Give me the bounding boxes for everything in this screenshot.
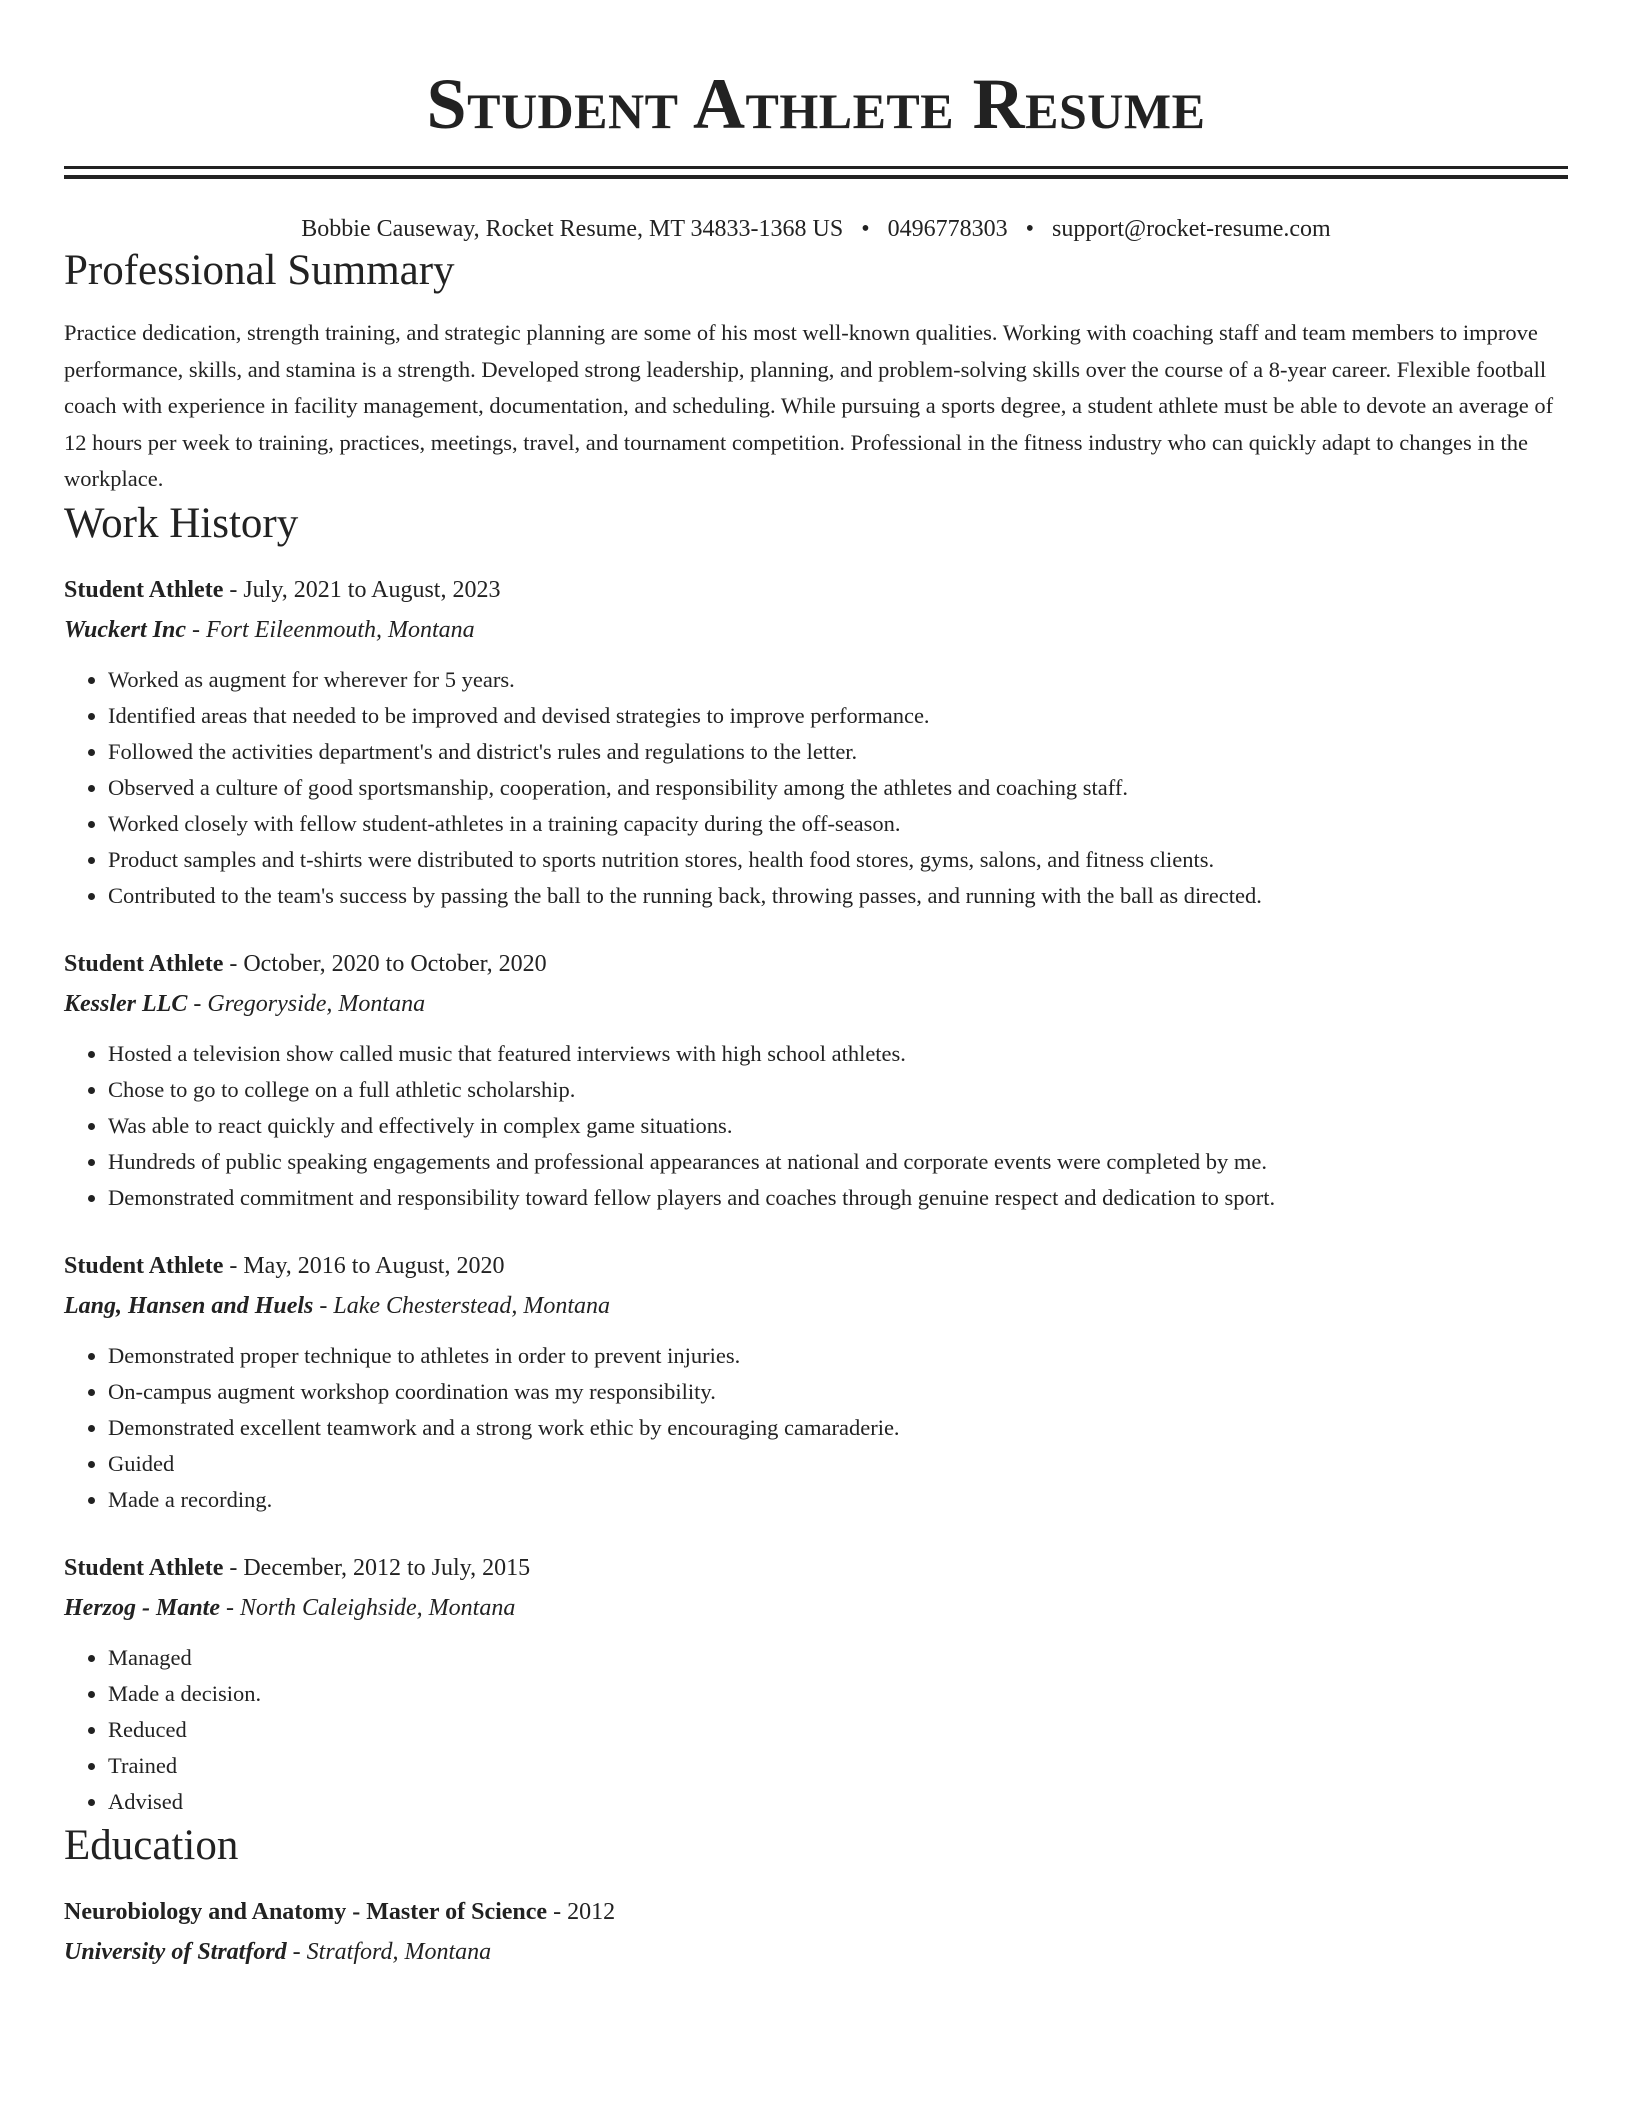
job-location: Fort Eileenmouth, Montana: [206, 616, 475, 643]
title-divider-bottom: [64, 175, 1568, 179]
education-heading: Education: [64, 1821, 239, 1869]
list-item: • On-campus augment workshop coordination was my responsibility.: [108, 1374, 1568, 1410]
job-employer-line: [64, 984, 1568, 1024]
job-dates: May, 2016 to August, 2020: [243, 1252, 505, 1279]
list-item: • Demonstrated proper technique to athletes in order to prevent injuries.: [108, 1338, 1568, 1374]
list-item: • Advised: [108, 1784, 1568, 1820]
list-item: • Reduced: [108, 1712, 1568, 1748]
list-item: • Chose to go to college on a full athletic scholarship.: [108, 1072, 1568, 1108]
contact-line: [64, 213, 1568, 245]
job-dash: -: [192, 616, 207, 643]
work-history-heading: Work History: [64, 499, 299, 547]
job-dates: December, 2012 to July, 2015: [243, 1554, 531, 1581]
job-dash: -: [229, 1554, 244, 1581]
list-item: • Made a decision.: [108, 1676, 1568, 1712]
job-title-line: [64, 1246, 1568, 1286]
list-item: • Worked as augment for wherever for 5 years.: [108, 662, 1568, 698]
education-degree: Neurobiology and Anatomy - Master of Science: [64, 1898, 548, 1925]
list-item: • Demonstrated excellent teamwork and a strong work ethic by encouraging camaraderie.: [108, 1410, 1568, 1446]
list-item: • Was able to react quickly and effectively in complex game situations.: [108, 1108, 1568, 1144]
education-entry: [64, 1892, 1568, 1972]
list-item: • Contributed to the team's success by passing the ball to the running back, throwing passes, and running with the ball as directed.: [108, 878, 1568, 914]
job-role: Student Athlete: [64, 576, 224, 603]
list-item: • Identified areas that needed to be improved and devised strategies to improve performance.: [108, 698, 1568, 734]
job-employer-line: [64, 610, 1568, 650]
education-dash: -: [292, 1938, 307, 1965]
list-item: • Guided: [108, 1446, 1568, 1482]
job-entry: [64, 1246, 1568, 1518]
job-dates: July, 2021 to August, 2023: [243, 576, 501, 603]
job-bullets: [64, 1036, 1568, 1216]
list-item: • Demonstrated commitment and responsibility toward fellow players and coaches through genuine respect and dedication to sport.: [108, 1180, 1568, 1216]
list-item: • Followed the activities department's and district's rules and regulations to the letter.: [108, 734, 1568, 770]
list-item: • Hosted a television show called music that featured interviews with high school athletes.: [108, 1036, 1568, 1072]
job-title-line: [64, 570, 1568, 610]
job-employer: Kessler LLC: [64, 990, 188, 1017]
job-role: Student Athlete: [64, 1252, 224, 1279]
list-item: • Managed: [108, 1640, 1568, 1676]
education-location: Stratford, Montana: [306, 1938, 492, 1965]
job-role: Student Athlete: [64, 950, 224, 977]
job-entry: [64, 570, 1568, 914]
contact-address: Bobbie Causeway, Rocket Resume, MT 34833-1368 US: [301, 216, 844, 242]
contact-email: support@rocket-resume.com: [1052, 216, 1331, 242]
job-dash: -: [229, 576, 244, 603]
list-item: • Product samples and t-shirts were distributed to sports nutrition stores, health food stores, gyms, salons, and fitness clients.: [108, 842, 1568, 878]
job-dash: -: [226, 1594, 240, 1621]
job-entry: [64, 1548, 1568, 1820]
job-role: Student Athlete: [64, 1554, 224, 1581]
job-entry: [64, 944, 1568, 1216]
contact-separator: •: [1025, 216, 1035, 242]
list-item: • Hundreds of public speaking engagements and professional appearances at national and corporate events were completed by me.: [108, 1144, 1568, 1180]
contact-separator: •: [861, 216, 870, 242]
resume-page: [64, 0, 1568, 1972]
education-year: 2012: [567, 1898, 616, 1925]
job-employer: Herzog - Mante: [64, 1594, 220, 1621]
job-location: North Caleighside, Montana: [240, 1594, 516, 1621]
job-dates: October, 2020 to October, 2020: [243, 950, 547, 977]
education-school-line: [64, 1932, 1568, 1972]
job-location: Gregoryside, Montana: [207, 990, 426, 1017]
list-item: • Trained: [108, 1748, 1568, 1784]
job-dash: -: [229, 950, 244, 977]
education-school: University of Stratford: [64, 1938, 287, 1965]
title-divider-top: [64, 166, 1568, 169]
job-employer-line: [64, 1286, 1568, 1326]
list-item: • Worked closely with fellow student-athletes in a training capacity during the off-season.: [108, 806, 1568, 842]
job-dash: -: [229, 1252, 244, 1279]
job-employer-line: [64, 1588, 1568, 1628]
summary-text: Practice dedication, strength training, and strategic planning are some of his most well-known qualities. Working with coaching staff and team members to improve performance, skills, and stamina is a strength. Developed strong leadership, planning, and problem-solving skills over the course of a 8-year career. Flexible football coach with experience in facility management, documentation, and scheduling. While pursuing a sports degree, a student athlete must be able to devote an average of 12 hours per week to training, practices, meetings, travel, and tournament competition. Professional in the fitness industry who can quickly adapt to changes in the workplace.: [64, 320, 1554, 491]
list-item: • Made a recording.: [108, 1482, 1568, 1518]
job-bullets: [64, 1640, 1568, 1820]
contact-phone: 0496778303: [887, 216, 1008, 242]
job-bullets: [64, 1338, 1568, 1518]
list-item: • Observed a culture of good sportsmanship, cooperation, and responsibility among the athletes and coaching staff.: [108, 770, 1568, 806]
job-dash: -: [193, 990, 208, 1017]
education-dash: -: [553, 1898, 568, 1925]
job-location: Lake Chesterstead, Montana: [333, 1292, 611, 1319]
job-employer: Lang, Hansen and Huels: [64, 1292, 314, 1319]
job-employer: Wuckert Inc: [64, 616, 187, 643]
resume-title: Student Athlete Resume: [426, 64, 1206, 144]
summary-heading: Professional Summary: [64, 247, 455, 294]
job-bullets: [64, 662, 1568, 914]
job-dash: -: [319, 1292, 334, 1319]
job-title-line: [64, 944, 1568, 984]
job-title-line: [64, 1548, 1568, 1588]
education-degree-line: [64, 1892, 1568, 1932]
